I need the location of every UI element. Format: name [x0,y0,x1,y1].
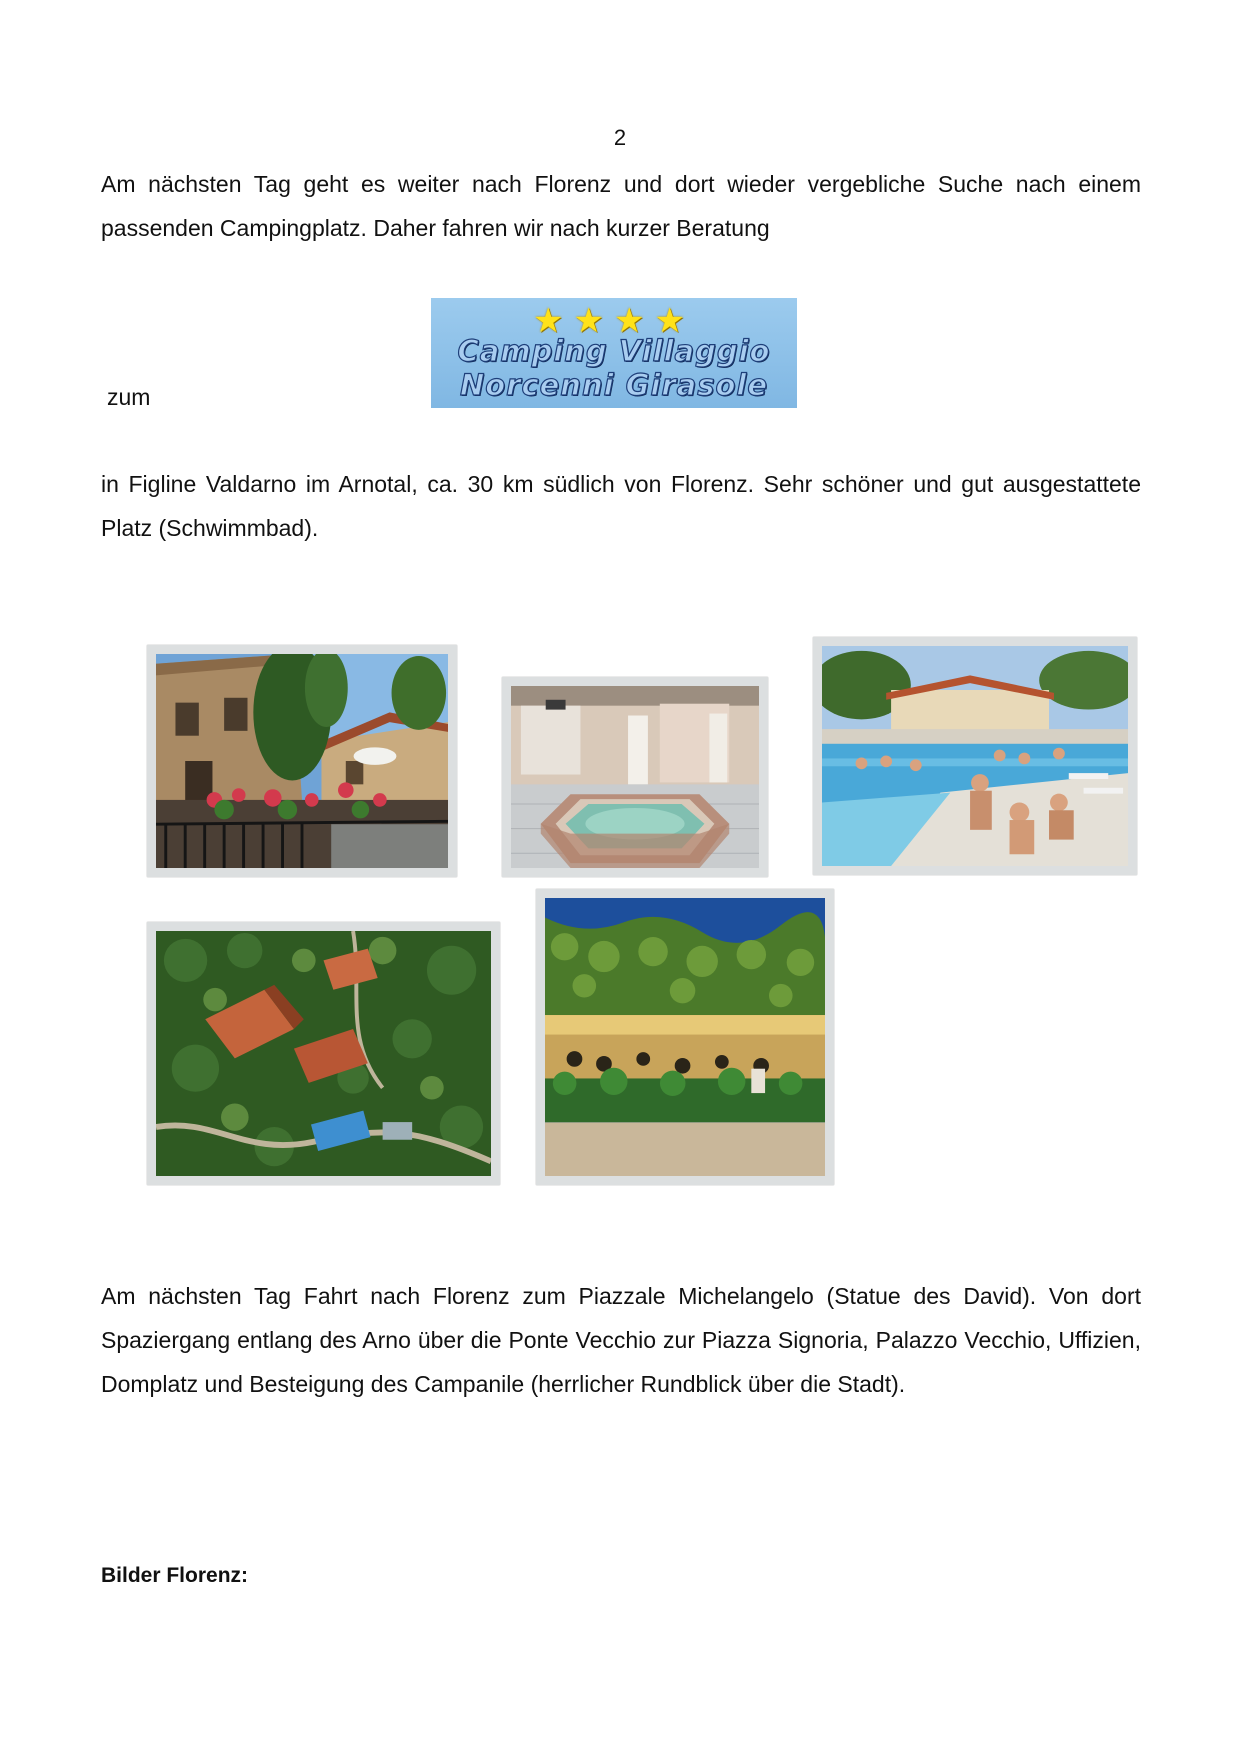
page-number: 2 [613,125,627,150]
logo-line-1: Camping Villaggio [457,334,771,368]
photo-whirlpool [502,677,768,877]
logo-stars: ★★★★ [533,302,695,340]
photo-building [147,645,457,877]
photo-aerial [147,922,500,1185]
bilder-florenz-label: Bilder Florenz: [101,1564,249,1587]
paragraph-location: in Figline Valdarno im Arnotal, ca. 30 km südlich von Florenz. Sehr schöner und gut ausgestattete Platz (Schwimmbad). [101,471,1141,541]
photo-pool [813,637,1137,875]
camping-logo [431,298,797,408]
paragraph-zum: zum [107,384,151,410]
paragraph-intro: Am nächsten Tag geht es weiter nach Florenz und dort wieder vergebliche Suche nach einem passenden Campingplatz. Daher fahren wir nach kurzer Beratung [101,171,1141,241]
logo-line-2: Norcenni Girasole [459,368,769,402]
paragraph-florence-walk: Am nächsten Tag Fahrt nach Florenz zum Piazzale Michelangelo (Statue des David). Von dort Spaziergang entlang des Arno über die Ponte Vecchio zur Piazza Signoria, Palazzo Vecchio, Uffizien, Domplatz und Besteigung des Campanile (herrlicher Rundblick über die Stadt). [101,1283,1141,1397]
photo-restaurant [536,889,834,1185]
